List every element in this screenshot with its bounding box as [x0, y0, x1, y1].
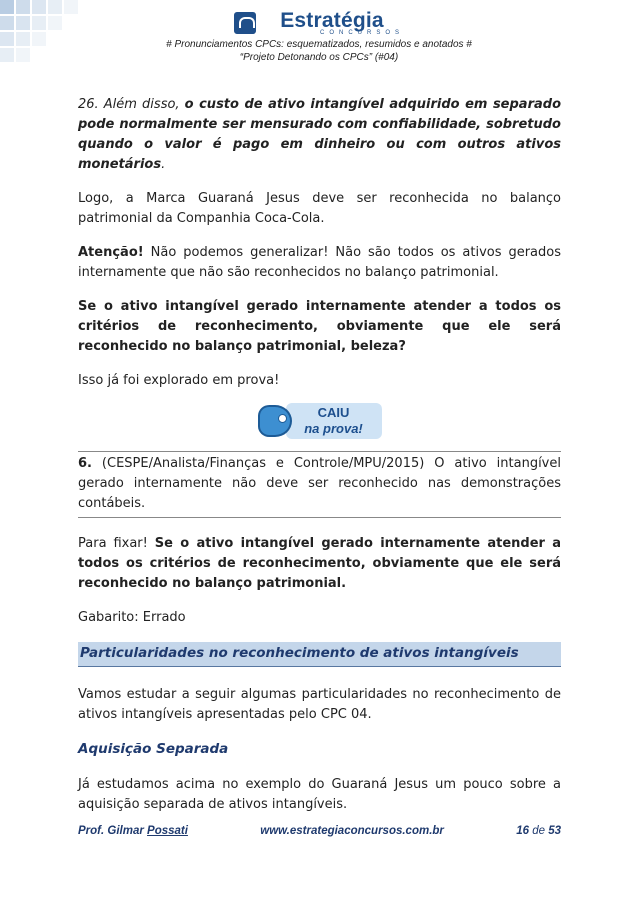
page-separator: de [529, 825, 549, 837]
header-line-1: # Pronunciamentos CPCs: esquematizados, resumidos e anotados # [166, 39, 472, 50]
caiu-label [286, 403, 382, 439]
logo-subtext: CONCURSOS [319, 30, 404, 36]
section-title: Particularidades no reconhecimento de ativos intangíveis [80, 645, 519, 661]
item-26-bold: o custo de ativo intangível adquirido em separado pode normalmente ser mensurado com confiabilidade, sobretudo quando o valor é pago em dinheiro ou com outros ativos monetários [78, 97, 562, 172]
question-6 [78, 451, 561, 518]
logo-text: Estratégia [280, 9, 384, 32]
atencao-text: Não podemos generalizar! Não são todos os ativos gerados internamente que não são reconhecidos no balanço patrimonial. [78, 245, 561, 280]
caiu-line2: na prova! [304, 421, 363, 436]
brand-logo [234, 10, 404, 36]
gabarito: Gabarito: Errado [78, 610, 186, 625]
footer-author [78, 825, 188, 837]
question-text: (CESPE/Analista/Finanças e Controle/MPU/2015) O ativo intangível gerado internamente não deve ser reconhecido nas demonstrações contábeis. [78, 456, 561, 511]
paragraph-vamos: Vamos estudar a seguir algumas particularidades no reconhecimento de ativos intangíveis apresentadas pelo CPC 04. [78, 687, 561, 722]
main-content [78, 95, 561, 829]
fixar-text: Se o ativo intangível gerado internamente atender a todos os critérios de reconhecimento, obviamente que ele será reconhecido no balanço patrimonial. [78, 536, 561, 591]
footer-website[interactable]: www.estrategiaconcursos.com.br [260, 825, 444, 837]
logo-owl-icon [234, 12, 256, 34]
paragraph-se: Se o ativo intangível gerado internamente atender a todos os critérios de reconhecimento, obviamente que ele será reconhecido no balanço patrimonial, beleza? [78, 299, 561, 354]
question-number: 6. [78, 456, 92, 471]
item-26 [78, 95, 561, 175]
atencao-label: Atenção! [78, 245, 144, 260]
subheading-aquisicao: Aquisição Separada [78, 741, 229, 757]
page-current: 16 [516, 825, 530, 837]
paragraph-fixar [78, 534, 561, 594]
fish-icon [258, 405, 292, 437]
caiu-line1: CAIU [317, 405, 350, 420]
paragraph-logo: Logo, a Marca Guaraná Jesus deve ser reconhecida no balanço patrimonial da Companhia Coca-Cola. [78, 191, 561, 226]
author-last: Possati [147, 825, 188, 837]
page-total: 53 [548, 825, 561, 837]
item-26-end: . [161, 157, 166, 172]
page-number [516, 825, 561, 837]
author-prefix: Prof. Gilmar [78, 825, 148, 837]
header-line-2: “Projeto Detonando os CPCs” (#04) [239, 52, 399, 63]
page-footer [78, 825, 561, 837]
item-26-intro: 26. Além disso, [78, 97, 185, 112]
caiu-na-prova-badge [78, 401, 561, 441]
paragraph-atencao [78, 243, 561, 283]
paragraph-isso: Isso já foi explorado em prova! [78, 373, 280, 388]
page-header [0, 10, 638, 64]
section-heading [78, 642, 561, 667]
paragraph-ja: Já estudamos acima no exemplo do Guaraná Jesus um pouco sobre a aquisição separada de ativos intangíveis. [78, 777, 561, 812]
fixar-label: Para fixar! [78, 536, 155, 551]
